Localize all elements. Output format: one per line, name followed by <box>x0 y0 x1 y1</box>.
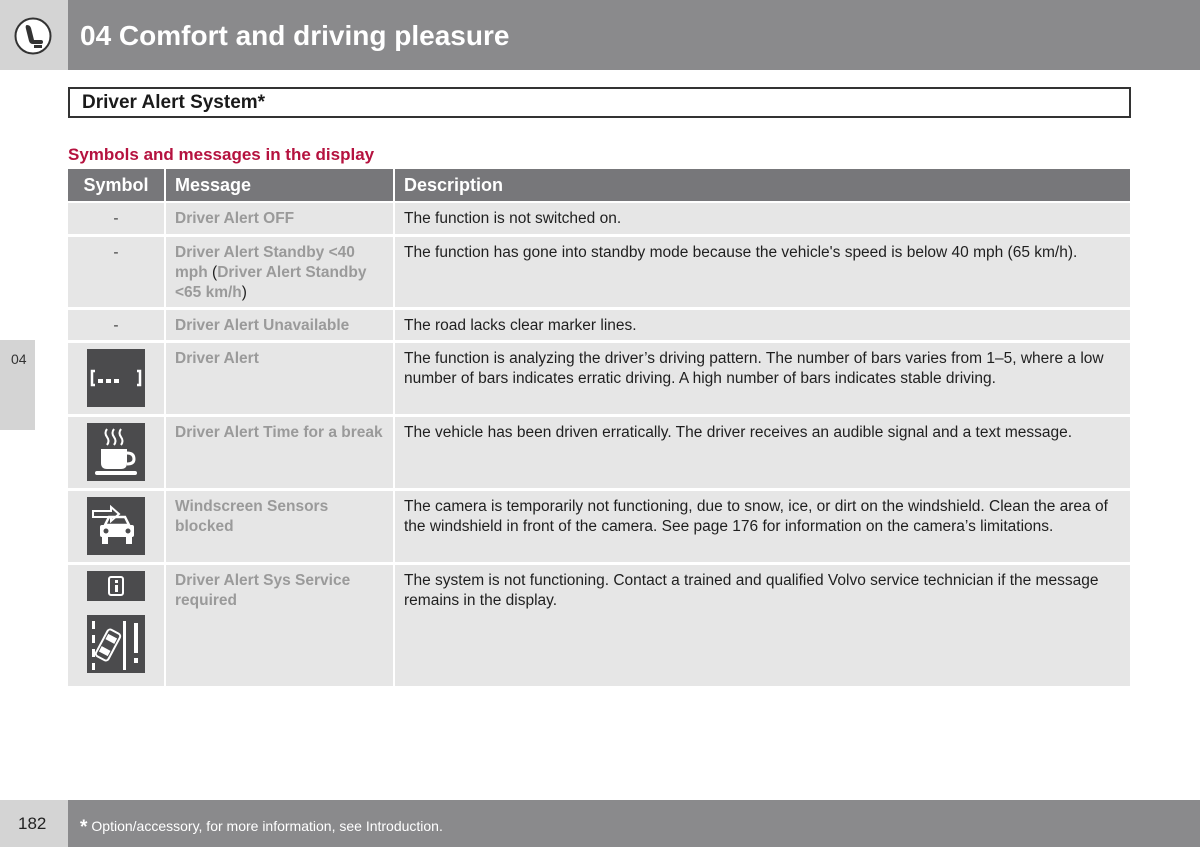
message-text: Driver Alert Standby <40 mph <box>175 243 355 281</box>
footnote-text: Option/accessory, for more information, see Introduction. <box>91 818 443 834</box>
description-cell: The function is not switched on. <box>394 202 1131 235</box>
message-cell: Driver Alert Time for a break <box>165 415 394 489</box>
description-cell: The camera is temporarily not functioning, due to snow, ice, or dirt on the windshield. Clean the area of the windshield in front of the camera. See page 176 for information on the camera’s limitations. <box>394 489 1131 563</box>
description-cell: The vehicle has been driven erratically. The driver receives an audible signal and a text message. <box>394 415 1131 489</box>
page-number: 182 <box>18 814 47 833</box>
table-row <box>68 563 1131 687</box>
coffee-cup-icon <box>87 423 145 481</box>
section-title: Driver Alert System* <box>82 92 266 113</box>
description-cell: The function is analyzing the driver’s driving pattern. The number of bars varies from 1–5, where a low number of bars indicates erratic driving. A high number of bars indicates stable driving. <box>394 341 1131 415</box>
symbol-cell <box>68 489 165 563</box>
message-cell: Driver Alert <box>165 341 394 415</box>
section-title-box <box>68 87 1131 118</box>
message-cell: Driver Alert OFF <box>165 202 394 235</box>
header-message: Message <box>165 169 394 202</box>
seat-icon <box>14 17 52 55</box>
table-row <box>68 308 1131 341</box>
message-cell <box>165 235 394 308</box>
driver-alert-bars-icon <box>87 349 145 407</box>
description-cell: The road lacks clear marker lines. <box>394 308 1131 341</box>
subheading: Symbols and messages in the display <box>68 145 375 164</box>
table-row <box>68 202 1131 235</box>
table-row <box>68 235 1131 308</box>
chapter-side-tab-label: 04 <box>11 351 27 367</box>
message-cell: Driver Alert Sys Service required <box>165 563 394 687</box>
header-description: Description <box>394 169 1131 202</box>
description-cell: The system is not functioning. Contact a trained and qualified Volvo service technician if the message remains in the display. <box>394 563 1131 687</box>
message-paren-open: ( <box>207 263 218 281</box>
message-text-alt: Driver Alert Standby <65 km/h <box>175 263 367 301</box>
windscreen-sensor-icon <box>87 497 145 555</box>
table-row <box>68 489 1131 563</box>
header-symbol: Symbol <box>68 169 165 202</box>
symbol-cell <box>68 415 165 489</box>
symbol-cell: - <box>68 308 165 341</box>
table-header-row <box>68 169 1131 202</box>
message-cell: Windscreen Sensors blocked <box>165 489 394 563</box>
lane-departure-warning-icon <box>87 615 145 673</box>
info-icon <box>87 571 145 601</box>
table-row <box>68 341 1131 415</box>
symbol-cell: - <box>68 202 165 235</box>
message-paren-close: ) <box>241 283 247 301</box>
description-cell: The function has gone into standby mode because the vehicle's speed is below 40 mph (65 km/h). <box>394 235 1131 308</box>
chapter-title: 04 Comfort and driving pleasure <box>80 20 510 51</box>
symbol-cell: - <box>68 235 165 308</box>
table-row <box>68 415 1131 489</box>
symbols-messages-table <box>68 169 1132 689</box>
symbol-cell <box>68 341 165 415</box>
footnote <box>80 816 443 838</box>
symbol-cell <box>68 563 165 687</box>
footnote-star: * <box>80 817 88 838</box>
message-cell: Driver Alert Unavailable <box>165 308 394 341</box>
